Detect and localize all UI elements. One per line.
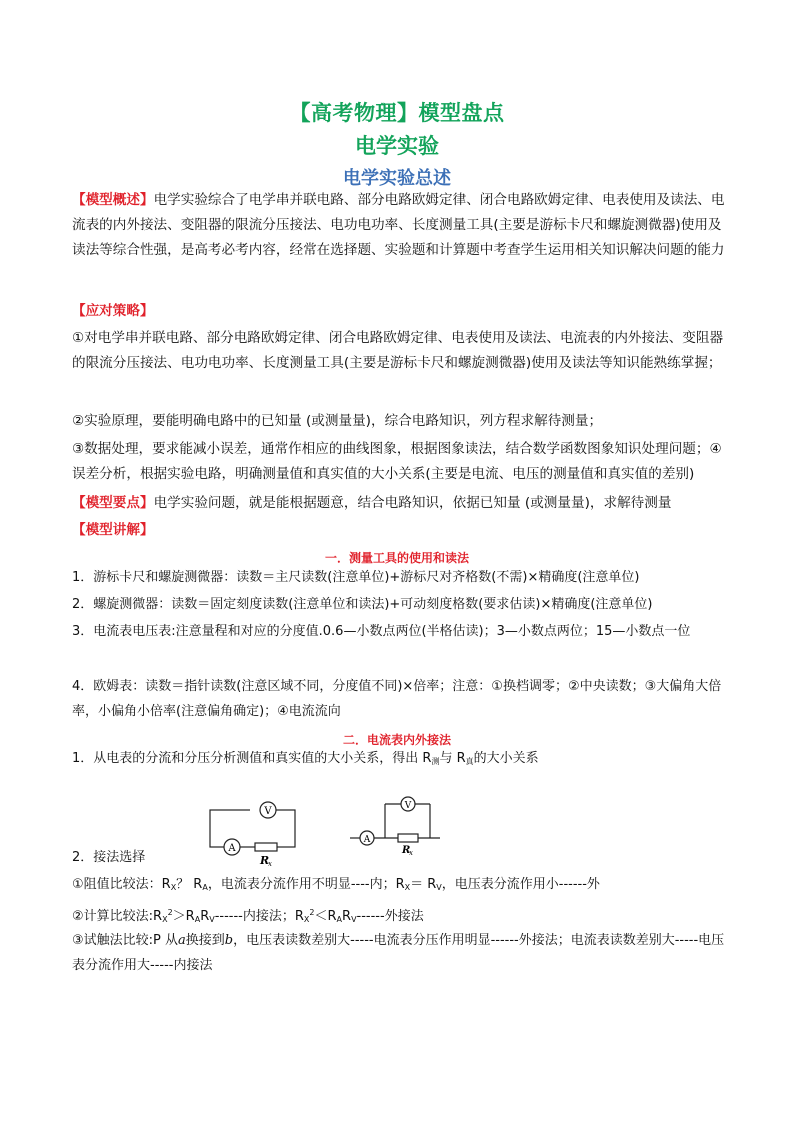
c1-sub-v: V: [436, 883, 442, 892]
c1-sub-x: X: [170, 883, 177, 892]
document-subtitle: 电学实验: [355, 134, 439, 158]
c2-sub-a: A: [336, 915, 343, 924]
c2-sub-a: A: [194, 915, 201, 924]
document-title: 【高考物理】模型盘点: [289, 101, 505, 125]
points-paragraph: [72, 491, 728, 516]
c2-text: ＜R: [314, 909, 337, 924]
section-title: 电学实验总述: [343, 168, 451, 189]
c1-text: ，电流表分流作用不明显----内；R: [207, 877, 405, 892]
c2-text: R: [200, 909, 210, 924]
c2-text: ------外接法: [356, 909, 424, 924]
section1-item2: 2．螺旋测微器：读数＝固定刻度读数(注意单位和读法)+可动刻度格数(要求估读)×精确度(注意单位): [72, 597, 653, 612]
c3-text: ③试触法比较:P 从: [72, 933, 179, 948]
explain-label-line: [72, 518, 728, 543]
c1-sub-a: A: [202, 883, 208, 892]
explain-label: 【模型讲解】: [72, 522, 154, 538]
c1-text: ＝ R: [410, 877, 437, 892]
item1-text-post: 的大小关系: [473, 751, 539, 766]
c3-point-a: a: [178, 933, 186, 948]
c2-text: ------内接法；R: [214, 909, 304, 924]
c2-text: ②计算比较法:R: [72, 909, 163, 924]
c2-sup-2: 2: [309, 908, 315, 917]
c2-sub-x: X: [162, 915, 168, 924]
voltmeter-label: V: [264, 806, 272, 817]
section1-heading: 一．测量工具的使用和读法: [324, 551, 469, 565]
ammeter-label: A: [228, 843, 236, 854]
item1-sub-true: 真: [465, 757, 474, 766]
c1-text: ？ R: [176, 877, 203, 892]
strategy-point-3: ③数据处理，要求能减小误差，通常作相应的曲线图象，根据图象读法，结合数学函数图象知识处理问题；④误差分析，根据实验电路，明确测量值和真实值的大小关系(主要是电流、电压的测量值和真实值的差别): [72, 441, 722, 482]
c2-text: R: [342, 909, 352, 924]
resistor-label: R: [260, 854, 270, 867]
resistor-sub-label: x: [409, 849, 413, 857]
points-label: 【模型要点】: [72, 495, 154, 511]
item1-text-pre: 1．从电表的分流和分压分析测值和真实值的大小关系，得出 R: [72, 751, 432, 766]
resistor-label: R: [402, 845, 411, 856]
strategy-point-2: ②实验原理，要能明确电路中的已知量 (或测量量)，综合电路知识，列方程求解待测量；: [72, 413, 603, 429]
c2-sub-v: V: [351, 915, 357, 924]
ammeter-label: A: [363, 835, 371, 845]
section2-item2: 2．接法选择: [72, 850, 146, 865]
c2-sup-2: 2: [167, 908, 173, 917]
section1-item4: 4．欧姆表：读数＝指针读数(注意区域不同，分度值不同)×倍率；注意：①换档调零；②中央读数；③大偏角大倍率，小偏角小倍率(注意偏角确定)；④电流流向: [72, 679, 722, 719]
c3-text: 换接到: [185, 933, 225, 948]
c2-sub-v: V: [209, 915, 215, 924]
resistor-icon: [398, 834, 418, 842]
resistor-sub-label: x: [268, 860, 272, 868]
overview-label: 【模型概述】: [72, 192, 154, 208]
section2-item1: [72, 746, 728, 774]
c1-text: ，电压表分流作用小------外: [441, 877, 600, 892]
comparison-method-3: [72, 928, 728, 978]
overview-text: 电学实验综合了电学串并联电路、部分电路欧姆定律、闭合电路欧姆定律、电表使用及读法、电流表的内外接法、变阻器的限流分压接法、电功电功率、长度测量工具(主要是游标卡尺和螺旋测微器)使用及读法等综合性强，是高考必考内容，经常在选择题、实验题和计算题中考查学生运用相关知识解决问题的能力: [72, 192, 725, 258]
strategy-label-line: [72, 299, 728, 324]
item1-sub-measured: 测: [431, 757, 440, 766]
section1-item3: 3．电流表电压表:注意量程和对应的分度值.0.6—小数点两位(半格估读)；3—小数点两位；15—小数点一位: [72, 624, 691, 639]
comparison-method-1: [72, 872, 728, 900]
c1-sub-x: X: [404, 883, 411, 892]
c2-sub-x: X: [303, 915, 310, 924]
overview-paragraph: [72, 188, 728, 263]
c3-point-b: b: [224, 933, 234, 948]
points-text: 电学实验问题，就是能根据题意，结合电路知识，依据已知量 (或测量量)，求解待测量: [153, 495, 672, 511]
c3-text: ，电压表读数差别大-----电流表分压作用明显------外接法；电流表读数差别大-----电压表分流作用大-----内接法: [72, 933, 725, 973]
item1-text-mid: 与 R: [439, 751, 466, 766]
c2-text: ＞R: [172, 909, 195, 924]
section1-item1: 1．游标卡尺和螺旋测微器：读数＝主尺读数(注意单位)+游标尺对齐格数(不需)×精确度(注意单位): [72, 570, 640, 585]
strategy-label: 【应对策略】: [72, 303, 154, 319]
c1-text: ①阻值比较法：R: [72, 877, 171, 892]
section2-heading: 二．电流表内外接法: [342, 733, 451, 747]
strategy-point-1: ①对电学串并联电路、部分电路欧姆定律、闭合电路欧姆定律、电表使用及读法、电流表的内外接法、变阻器的限流分压接法、电功电功率、长度测量工具(主要是游标卡尺和螺旋测微器)使用及读法等知识能熟练掌握；: [72, 330, 724, 371]
voltmeter-label: V: [404, 801, 412, 811]
